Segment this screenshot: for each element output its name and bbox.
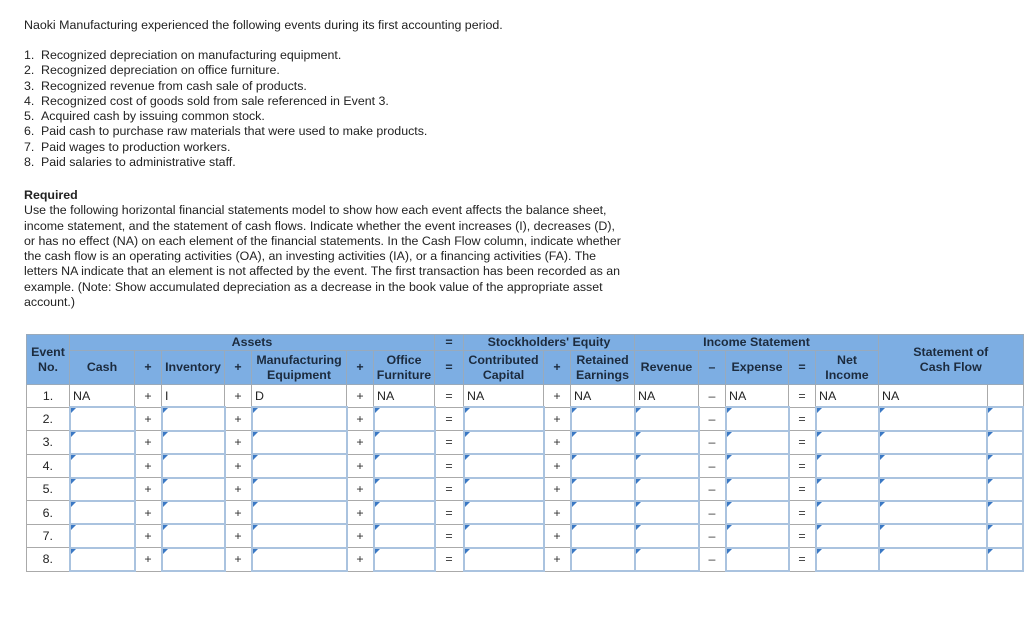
input-rev[interactable] — [635, 501, 699, 524]
event-number: 7. — [24, 139, 35, 154]
op-plus: + — [135, 501, 162, 524]
input-office[interactable] — [374, 478, 435, 501]
op-equals: = — [789, 351, 816, 385]
input-scf_type[interactable] — [987, 501, 1023, 524]
op-eq: = — [789, 431, 816, 454]
op-minus: – — [699, 431, 726, 454]
input-office[interactable] — [374, 501, 435, 524]
input-scf_amount[interactable] — [879, 501, 988, 524]
event-number-cell: 6. — [27, 501, 70, 524]
input-ni[interactable] — [816, 478, 879, 501]
input-cash[interactable] — [70, 548, 135, 571]
input-scf_type[interactable] — [987, 431, 1023, 454]
input-scf_amount[interactable] — [879, 407, 988, 430]
input-re[interactable] — [571, 501, 635, 524]
op-plus: + — [544, 454, 571, 477]
table-row — [27, 454, 1024, 477]
table-row — [27, 407, 1024, 430]
op-eq: = — [435, 454, 464, 477]
event-text: Acquired cash by issuing common stock. — [41, 109, 265, 124]
header-stockholders-equity: Stockholders' Equity — [464, 335, 635, 351]
op-plus: + — [225, 501, 252, 524]
op-plus: + — [225, 385, 252, 408]
op-plus: + — [225, 431, 252, 454]
input-ni[interactable] — [816, 431, 879, 454]
input-cash[interactable] — [70, 478, 135, 501]
input-cc[interactable] — [464, 454, 544, 477]
cell-cash: NA — [70, 385, 135, 408]
input-mfg[interactable] — [252, 524, 347, 547]
input-exp[interactable] — [726, 548, 789, 571]
event-number-cell: 7. — [27, 524, 70, 547]
op-minus: – — [699, 501, 726, 524]
input-re[interactable] — [571, 548, 635, 571]
header-revenue: Revenue — [635, 351, 699, 385]
cell-cc: NA — [464, 385, 544, 408]
table-row — [27, 385, 1024, 408]
op-plus: + — [347, 501, 374, 524]
op-minus: – — [699, 351, 726, 385]
cell-mfg: D — [252, 385, 347, 408]
input-scf_amount[interactable] — [879, 548, 988, 571]
op-minus: – — [699, 524, 726, 547]
op-eq: = — [435, 548, 464, 571]
event-text: Paid cash to purchase raw materials that were used to make products. — [41, 124, 428, 139]
op-plus: + — [544, 351, 571, 385]
event-number-cell: 5. — [27, 478, 70, 501]
input-rev[interactable] — [635, 524, 699, 547]
op-plus: + — [225, 407, 252, 430]
op-minus: – — [699, 478, 726, 501]
header-office-furniture: Office Furniture — [374, 351, 435, 385]
input-ni[interactable] — [816, 454, 879, 477]
event-number-cell: 1. — [27, 385, 70, 408]
cell-scf_amount: NA — [879, 385, 988, 408]
input-cash[interactable] — [70, 431, 135, 454]
event-item — [24, 48, 427, 63]
header-cash-flow: Statement of Cash Flow — [879, 335, 1024, 385]
input-scf_amount[interactable] — [879, 478, 988, 501]
event-item — [24, 124, 427, 139]
op-equals: = — [435, 351, 464, 385]
op-plus: + — [135, 407, 162, 430]
required-title: Required — [24, 188, 78, 202]
op-eq: = — [789, 524, 816, 547]
event-number-cell: 4. — [27, 454, 70, 477]
header-cash: Cash — [70, 351, 135, 385]
required-text: Use the following horizontal financial statements model to show how each event affects the balance sheet, income statement, and the statement of cash flows. Indicate whether the event increases (I), decreases (D), or has no effect (NA) on each element of the financial statements. In the Cash Flow column, indicate whether the cash flow is an operating activities (OA), an investing activities (IA), or a financing activities (FA). The letters NA indicate that an element is not affected by the event. The first transaction has been recorded as an example. (Note: Show accumulated depreciation as a decrease in the book value of the appropriate asset account.) — [24, 203, 621, 310]
input-inventory[interactable] — [162, 501, 225, 524]
op-plus: + — [135, 478, 162, 501]
event-number: 4. — [24, 93, 35, 108]
event-number: 6. — [24, 124, 35, 139]
header-income-statement: Income Statement — [635, 335, 879, 351]
event-text: Paid salaries to administrative staff. — [41, 155, 236, 170]
input-office[interactable] — [374, 407, 435, 430]
event-number-cell: 2. — [27, 407, 70, 430]
op-plus: + — [544, 478, 571, 501]
input-cash[interactable] — [70, 524, 135, 547]
input-cc[interactable] — [464, 407, 544, 430]
event-text: Recognized depreciation on manufacturing equipment. — [41, 48, 342, 62]
event-text: Recognized depreciation on office furniture. — [41, 63, 280, 78]
cell-scf_type — [987, 385, 1023, 408]
table-row — [27, 501, 1024, 524]
input-mfg[interactable] — [252, 407, 347, 430]
op-plus: + — [347, 407, 374, 430]
op-plus: + — [135, 351, 162, 385]
input-re[interactable] — [571, 454, 635, 477]
op-plus: + — [544, 431, 571, 454]
op-plus: + — [347, 478, 374, 501]
op-plus: + — [544, 385, 571, 408]
op-eq: = — [435, 407, 464, 430]
header-expense: Expense — [726, 351, 789, 385]
cell-rev: NA — [635, 385, 699, 408]
input-re[interactable] — [571, 431, 635, 454]
input-inventory[interactable] — [162, 407, 225, 430]
event-text: Recognized cost of goods sold from sale referenced in Event 3. — [41, 93, 389, 108]
input-rev[interactable] — [635, 454, 699, 477]
event-item — [24, 94, 427, 109]
input-office[interactable] — [374, 454, 435, 477]
op-eq: = — [789, 501, 816, 524]
op-plus: + — [225, 351, 252, 385]
op-eq: = — [789, 478, 816, 501]
event-number: 5. — [24, 109, 35, 124]
input-cash[interactable] — [70, 407, 135, 430]
input-cc[interactable] — [464, 431, 544, 454]
op-eq: = — [435, 501, 464, 524]
header-retained-earnings: Retained Earnings — [571, 351, 635, 385]
event-number: 1. — [24, 48, 35, 62]
table-row — [27, 431, 1024, 454]
table-row — [27, 524, 1024, 547]
event-number: 3. — [24, 78, 35, 93]
event-item — [24, 79, 427, 94]
input-cash[interactable] — [70, 454, 135, 477]
input-exp[interactable] — [726, 524, 789, 547]
input-inventory[interactable] — [162, 548, 225, 571]
input-rev[interactable] — [635, 478, 699, 501]
input-re[interactable] — [571, 478, 635, 501]
cell-ni: NA — [816, 385, 879, 408]
op-minus: – — [699, 454, 726, 477]
op-plus: + — [225, 524, 252, 547]
op-plus: + — [225, 548, 252, 571]
op-plus: + — [135, 454, 162, 477]
op-minus: – — [699, 385, 726, 408]
input-scf_amount[interactable] — [879, 524, 988, 547]
input-rev[interactable] — [635, 407, 699, 430]
input-office[interactable] — [374, 548, 435, 571]
header-inventory: Inventory — [162, 351, 225, 385]
op-eq: = — [789, 407, 816, 430]
input-inventory[interactable] — [162, 524, 225, 547]
financial-statements-model — [26, 334, 1024, 572]
input-rev[interactable] — [635, 548, 699, 571]
event-text: Recognized revenue from cash sale of products. — [41, 78, 307, 93]
op-plus: + — [347, 548, 374, 571]
cell-exp: NA — [726, 385, 789, 408]
input-ni[interactable] — [816, 407, 879, 430]
op-plus: + — [135, 548, 162, 571]
event-number: 2. — [24, 63, 35, 78]
input-mfg[interactable] — [252, 501, 347, 524]
input-ni[interactable] — [816, 501, 879, 524]
table-row — [27, 478, 1024, 501]
input-exp[interactable] — [726, 407, 789, 430]
op-eq: = — [435, 385, 464, 408]
event-number-cell: 3. — [27, 431, 70, 454]
header-net-income: Net Income — [816, 351, 879, 385]
op-plus: + — [544, 548, 571, 571]
input-re[interactable] — [571, 524, 635, 547]
input-mfg[interactable] — [252, 478, 347, 501]
event-list — [24, 48, 427, 170]
input-scf_type[interactable] — [987, 407, 1023, 430]
op-plus: + — [544, 524, 571, 547]
input-inventory[interactable] — [162, 431, 225, 454]
op-plus: + — [347, 431, 374, 454]
input-ni[interactable] — [816, 548, 879, 571]
input-office[interactable] — [374, 431, 435, 454]
input-office[interactable] — [374, 524, 435, 547]
input-scf_amount[interactable] — [879, 431, 988, 454]
event-item — [24, 140, 427, 155]
table-row — [27, 548, 1024, 571]
required-section — [24, 188, 624, 310]
op-plus: + — [225, 454, 252, 477]
event-text: Paid wages to production workers. — [41, 139, 231, 154]
input-scf_type[interactable] — [987, 548, 1023, 571]
input-re[interactable] — [571, 407, 635, 430]
header-assets: Assets — [70, 335, 435, 351]
input-cc[interactable] — [464, 478, 544, 501]
input-exp[interactable] — [726, 501, 789, 524]
intro-text: Naoki Manufacturing experienced the following events during its first accounting period. — [24, 18, 503, 32]
header-contributed-capital: Contributed Capital — [464, 351, 544, 385]
op-eq: = — [435, 524, 464, 547]
cell-re: NA — [571, 385, 635, 408]
input-mfg[interactable] — [252, 431, 347, 454]
op-plus: + — [544, 407, 571, 430]
op-plus: + — [135, 431, 162, 454]
op-minus: – — [699, 407, 726, 430]
op-eq: = — [435, 478, 464, 501]
input-mfg[interactable] — [252, 454, 347, 477]
input-scf_type[interactable] — [987, 478, 1023, 501]
op-eq: = — [789, 548, 816, 571]
cell-inventory: I — [162, 385, 225, 408]
op-plus: + — [544, 501, 571, 524]
header-manufacturing-equipment: Manufacturing Equipment — [252, 351, 347, 385]
input-exp[interactable] — [726, 431, 789, 454]
op-plus: + — [347, 351, 374, 385]
event-item — [24, 155, 427, 170]
header-event-no: Event No. — [27, 335, 70, 385]
op-minus: – — [699, 548, 726, 571]
input-cash[interactable] — [70, 501, 135, 524]
input-cc[interactable] — [464, 501, 544, 524]
input-mfg[interactable] — [252, 548, 347, 571]
input-ni[interactable] — [816, 524, 879, 547]
input-exp[interactable] — [726, 454, 789, 477]
op-plus: + — [135, 385, 162, 408]
op-eq: = — [789, 385, 816, 408]
input-scf_amount[interactable] — [879, 454, 988, 477]
event-item — [24, 109, 427, 124]
input-cc[interactable] — [464, 548, 544, 571]
cell-office: NA — [374, 385, 435, 408]
op-eq: = — [435, 431, 464, 454]
op-eq: = — [789, 454, 816, 477]
input-inventory[interactable] — [162, 454, 225, 477]
op-plus: + — [347, 524, 374, 547]
input-scf_type[interactable] — [987, 524, 1023, 547]
event-number: 8. — [24, 155, 35, 170]
input-scf_type[interactable] — [987, 454, 1023, 477]
event-number-cell: 8. — [27, 548, 70, 571]
op-plus: + — [225, 478, 252, 501]
input-cc[interactable] — [464, 524, 544, 547]
input-inventory[interactable] — [162, 478, 225, 501]
op-plus: + — [347, 385, 374, 408]
input-rev[interactable] — [635, 431, 699, 454]
input-exp[interactable] — [726, 478, 789, 501]
header-equals: = — [435, 335, 464, 351]
op-plus: + — [135, 524, 162, 547]
event-item — [24, 63, 427, 78]
op-plus: + — [347, 454, 374, 477]
